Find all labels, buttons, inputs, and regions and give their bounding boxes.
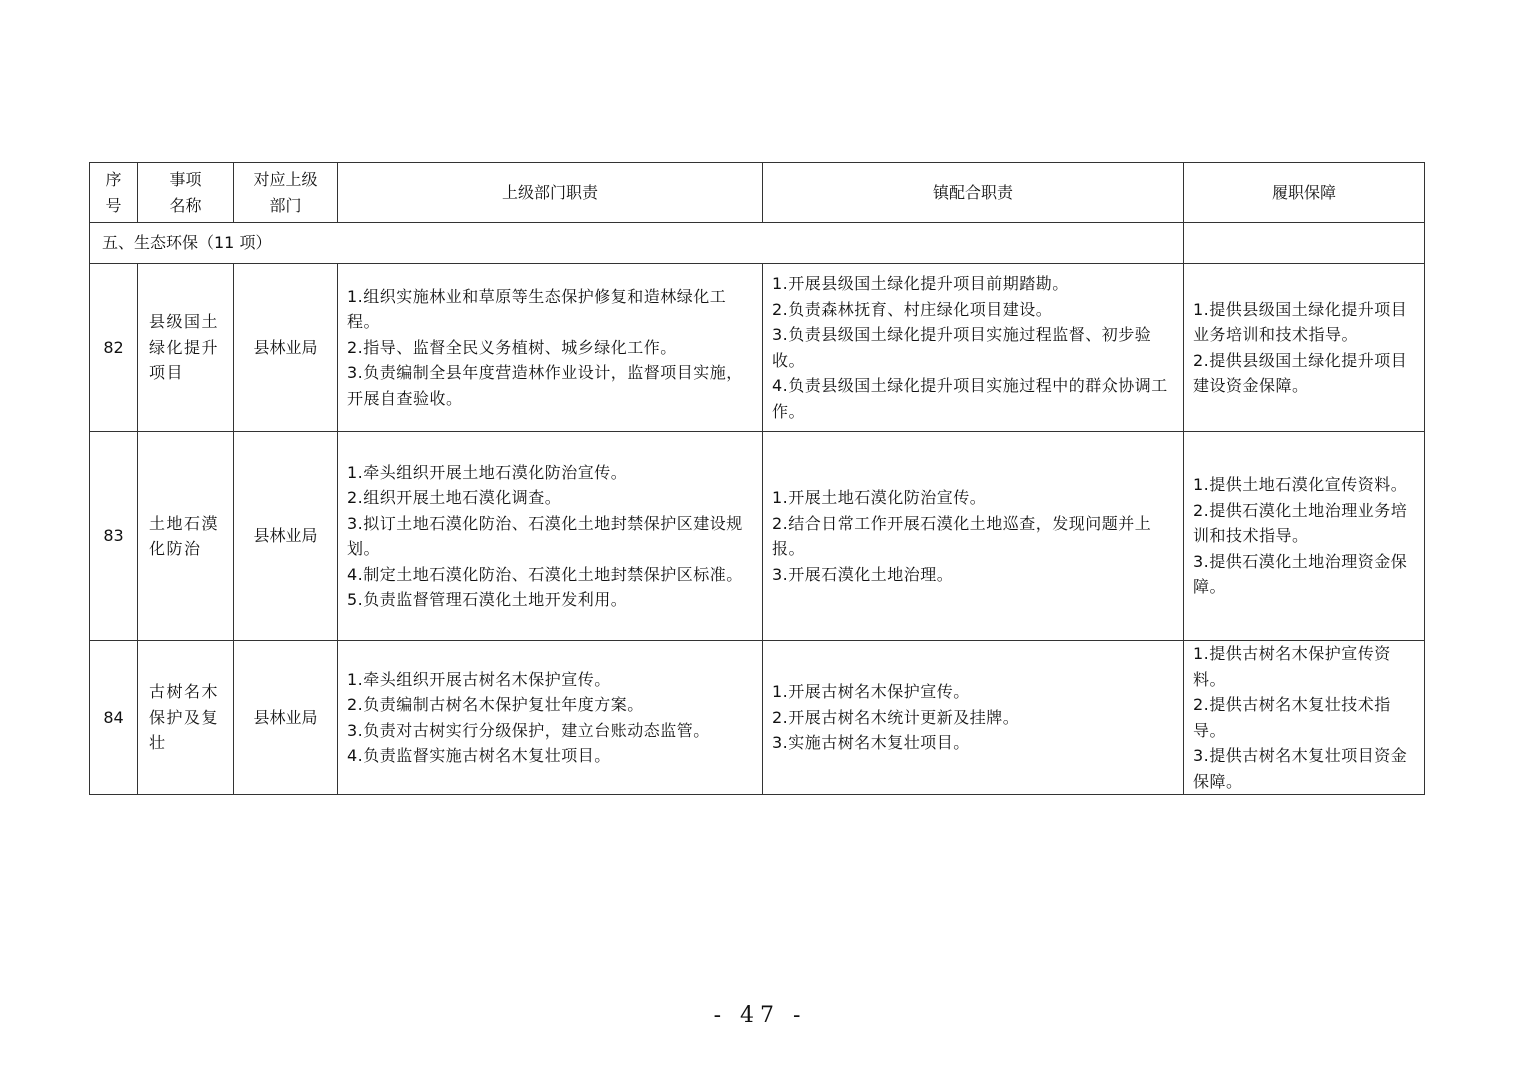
item-name: 古树名木保护及复壮: [138, 641, 234, 795]
superior-dept: 县林业局: [234, 432, 338, 641]
header-town-duties: 镇配合职责: [763, 163, 1184, 223]
duty-line: 3.提供石漠化土地治理资金保障。: [1193, 551, 1408, 597]
guarantees: [1184, 264, 1425, 432]
duty-line: 1.开展古树名木保护宣传。: [772, 682, 970, 702]
duty-line: 1.开展县级国土绿化提升项目前期踏勘。: [772, 274, 1069, 293]
duty-line: 2.开展古树名木统计更新及挂牌。: [772, 707, 1020, 727]
duty-line: 2.指导、监督全民义务植树、城乡绿化工作。: [347, 337, 677, 357]
section-row: [90, 223, 1425, 264]
duty-line: 3.负责对古树实行分级保护，建立台账动态监管。: [347, 720, 710, 740]
duty-line: 1.组织实施林业和草原等生态保护修复和造林绿化工程。: [347, 286, 727, 332]
duty-line: 2.负责森林抚育、村庄绿化项目建设。: [772, 299, 1053, 319]
superior-duties: [338, 641, 763, 795]
row-number: 83: [90, 432, 138, 641]
page-number: - 47 -: [713, 1003, 807, 1028]
guarantees: [1184, 641, 1425, 795]
town-duties: [763, 641, 1184, 795]
superior-dept: 县林业局: [234, 641, 338, 795]
guarantees: [1184, 432, 1425, 641]
duty-line: 1.开展土地石漠化防治宣传。: [772, 488, 987, 507]
superior-duties: [338, 264, 763, 432]
duty-line: 3.实施古树名木复壮项目。: [772, 733, 970, 753]
duty-line: 3.提供古树名木复壮项目资金保障。: [1193, 746, 1408, 791]
table-row: [90, 641, 1425, 795]
duty-line: 1.牵头组织开展土地石漠化防治宣传。: [347, 462, 628, 482]
town-duties: [763, 432, 1184, 641]
item-name: 土地石漠化防治: [138, 432, 234, 641]
duty-line: 3.负责县级国土绿化提升项目实施过程监督、初步验收。: [772, 325, 1152, 370]
item-name: 县级国土绿化提升项目: [138, 264, 234, 432]
superior-duties: [338, 432, 763, 641]
header-superior-duties: 上级部门职责: [338, 163, 763, 223]
duty-line: 4.制定土地石漠化防治、石漠化土地封禁保护区标准。: [347, 564, 743, 584]
row-number: 82: [90, 264, 138, 432]
duty-line: 3.拟订土地石漠化防治、石漠化土地封禁保护区建设规划。: [347, 513, 743, 558]
duty-line: 1.提供古树名木保护宣传资料。: [1193, 644, 1391, 689]
table-row: [90, 264, 1425, 432]
header-guarantees: 履职保障: [1184, 163, 1425, 223]
table-header-row: [90, 163, 1425, 223]
duty-line: 1.提供县级国土绿化提升项目业务培训和技术指导。: [1193, 299, 1408, 344]
row-number: 84: [90, 641, 138, 795]
town-duties: [763, 264, 1184, 432]
duty-line: 2.负责编制古树名木保护复壮年度方案。: [347, 695, 644, 714]
table-row: [90, 432, 1425, 641]
duty-line: 5.负责监督管理石漠化土地开发利用。: [347, 590, 628, 609]
duty-line: 1.牵头组织开展古树名木保护宣传。: [347, 669, 611, 689]
duty-line: 2.提供古树名木复壮技术指导。: [1193, 695, 1391, 740]
duty-line: 4.负责县级国土绿化提升项目实施过程中的群众协调工作。: [772, 376, 1168, 421]
duty-line: 2.组织开展土地石漠化调查。: [347, 488, 562, 507]
section-empty-cell: [1184, 223, 1425, 264]
duty-line: 3.负责编制全县年度营造林作业设计，监督项目实施，开展自查验收。: [347, 363, 743, 408]
responsibility-table: [89, 162, 1425, 795]
duty-line: 1.提供土地石漠化宣传资料。: [1193, 475, 1408, 495]
duty-line: 2.提供石漠化土地治理业务培训和技术指导。: [1193, 500, 1408, 546]
section-title: 五、生态环保（11 项）: [90, 223, 1184, 264]
duty-line: 4.负责监督实施古树名木复壮项目。: [347, 746, 611, 765]
header-superior-dept: 对应上级 部门: [234, 163, 338, 223]
duty-line: 2.结合日常工作开展石漠化土地巡查，发现问题并上报。: [772, 513, 1152, 558]
header-seq: 序 号: [90, 163, 138, 223]
superior-dept: 县林业局: [234, 264, 338, 432]
duty-line: 3.开展石漠化土地治理。: [772, 564, 954, 584]
header-item-name: 事项 名称: [138, 163, 234, 223]
duty-line: 2.提供县级国土绿化提升项目建设资金保障。: [1193, 350, 1408, 395]
